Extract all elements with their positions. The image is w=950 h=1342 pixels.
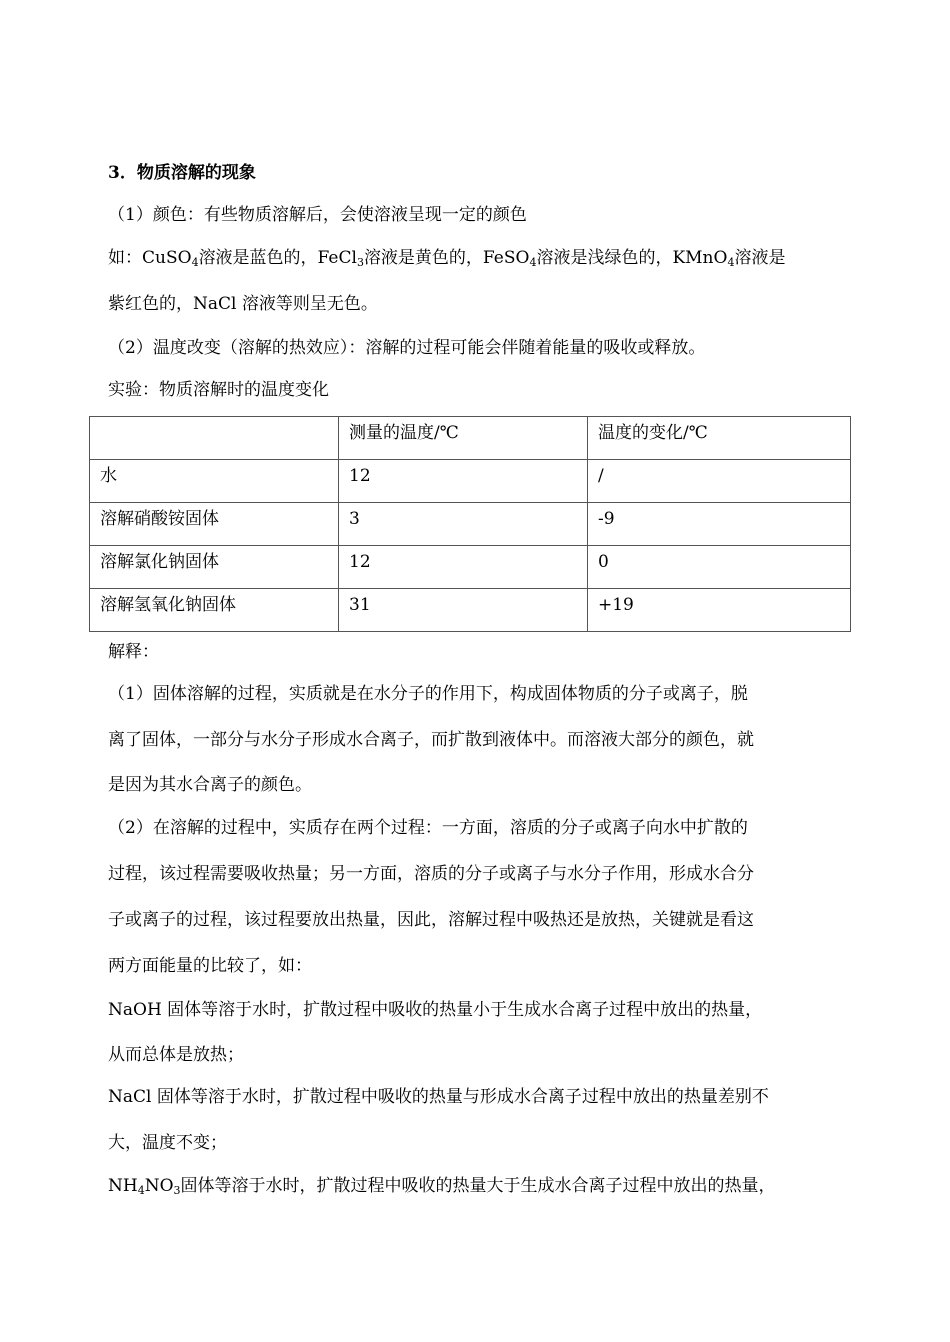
- table-cell: 12: [339, 546, 588, 589]
- naoh-line: 从而总体是放热；: [108, 1045, 244, 1065]
- temp-title: （2）温度改变（溶解的热效应）：溶解的过程可能会伴随着能量的吸收或释放。: [108, 338, 706, 358]
- explanation-p1-line: 是因为其水合离子的颜色。: [108, 775, 312, 795]
- table-cell: 3: [339, 503, 588, 546]
- table-header-cell: 温度的变化/℃: [588, 417, 851, 460]
- table-cell: 溶解硝酸铵固体: [90, 503, 339, 546]
- ex1-mid2: 溶液是黄色的，FeSO: [363, 248, 530, 268]
- ex1-sub4b: 4: [529, 256, 537, 269]
- table-cell: +19: [588, 589, 851, 632]
- ex1-mid1: 溶液是蓝色的，FeCl: [198, 248, 357, 268]
- explanation-p2-line: （2）在溶解的过程中，实质存在两个过程：一方面，溶质的分子或离子向水中扩散的: [108, 818, 748, 838]
- nh4no3-sub3: 3: [173, 1184, 181, 1197]
- nh4no3-line: [108, 1175, 776, 1197]
- table-cell: 0: [588, 546, 851, 589]
- table-cell: -9: [588, 503, 851, 546]
- table-header-cell: 测量的温度/℃: [339, 417, 588, 460]
- explanation-p2-line: 两方面能量的比较了，如：: [108, 956, 312, 976]
- nh4no3-rest: 固体等溶于水时，扩散过程中吸收的热量大于生成水合离子过程中放出的热量，: [180, 1176, 776, 1196]
- nacl-line: 大，温度不变；: [108, 1133, 227, 1153]
- table-header-row: [90, 417, 851, 460]
- temperature-table: [89, 416, 851, 632]
- nh4no3-b: NO: [144, 1176, 174, 1196]
- table-cell: /: [588, 460, 851, 503]
- color-example-line2: 紫红色的，NaCl 溶液等则呈无色。: [108, 294, 378, 314]
- table-row: [90, 546, 851, 589]
- ex1-sub4c: 4: [727, 256, 735, 269]
- explanation-p2-line: 过程，该过程需要吸收热量；另一方面，溶质的分子或离子与水分子作用，形成水合分: [108, 864, 754, 884]
- ex1-end: 溶液是: [734, 248, 786, 268]
- color-title: （1）颜色：有些物质溶解后，会使溶液呈现一定的颜色: [108, 205, 527, 225]
- color-example-line1: [108, 247, 785, 269]
- ex1-mid3: 溶液是浅绿色的，KMnO: [536, 248, 728, 268]
- table-row: [90, 460, 851, 503]
- ex1-so: SO: [165, 248, 192, 268]
- ex1-prefix: 如：Cu: [108, 248, 166, 268]
- table-row: [90, 503, 851, 546]
- table-cell: 水: [90, 460, 339, 503]
- explanation-label: 解释：: [108, 642, 159, 662]
- table-cell: 12: [339, 460, 588, 503]
- nacl-line: NaCl 固体等溶于水时，扩散过程中吸收的热量与形成水合离子过程中放出的热量差别不: [108, 1087, 769, 1107]
- table-cell: 溶解氢氧化钠固体: [90, 589, 339, 632]
- table-cell: 31: [339, 589, 588, 632]
- section-heading: 3．物质溶解的现象: [108, 163, 256, 183]
- experiment-caption: 实验：物质溶解时的温度变化: [108, 380, 329, 400]
- explanation-p1-line: 离了固体，一部分与水分子形成水合离子，而扩散到液体中。而溶液大部分的颜色，就: [108, 730, 754, 750]
- table-row: [90, 589, 851, 632]
- table-cell: 溶解氯化钠固体: [90, 546, 339, 589]
- naoh-line: NaOH 固体等溶于水时，扩散过程中吸收的热量小于生成水合离子过程中放出的热量，: [108, 1000, 763, 1020]
- nh4no3-a: NH: [108, 1176, 138, 1196]
- ex1-sub3: 3: [356, 256, 364, 269]
- ex1-sub4: 4: [191, 256, 199, 269]
- explanation-p1-line: （1）固体溶解的过程，实质就是在水分子的作用下，构成固体物质的分子或离子，脱: [108, 684, 748, 704]
- table-header-cell: [90, 417, 339, 460]
- nh4no3-sub4: 4: [137, 1184, 145, 1197]
- explanation-p2-line: 子或离子的过程，该过程要放出热量，因此，溶解过程中吸热还是放热，关键就是看这: [108, 910, 754, 930]
